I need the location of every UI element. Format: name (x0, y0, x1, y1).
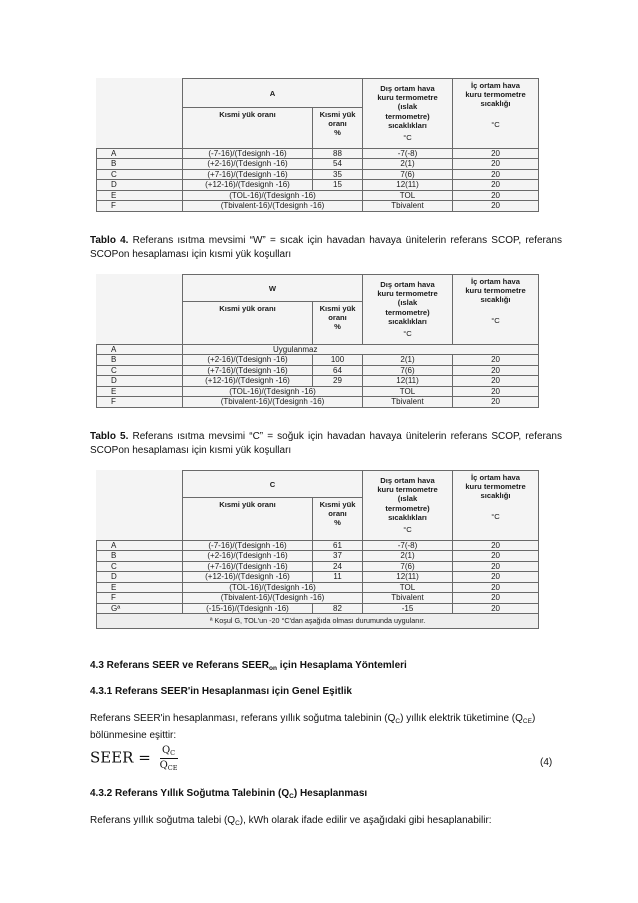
table-row: D (+12-16)/(Tdesignh -16) 29 12(11) 20 (97, 376, 539, 387)
table-row: B (+2-16)/(Tdesignh -16) 54 2(1) 20 (97, 159, 539, 170)
group-label: C (183, 471, 363, 498)
table-row: Gª (-15-16)/(Tdesignh -16) 82 -15 20 (97, 603, 539, 614)
table-row: F (Tbivalent-16)/(Tdesignh -16) Tbivalent 20 (97, 397, 539, 408)
paragraph-seer: Referans SEER'in hesaplanması, referans yıllık soğutma talebinin $(Q_C)$ yıllık elektrik tüketimine $(Q_{CE})$ bölünmesine eşittir: (90, 713, 536, 741)
table-row: E (TOL-16)/(Tdesignh -16) TOL 20 (97, 582, 539, 593)
group-label: W (183, 275, 363, 302)
col-header-ratio: Kısmi yük oranı (183, 498, 313, 541)
table-row: A Uygulanmaz (97, 344, 539, 355)
table-row: D (+12-16)/(Tdesignh -16) 11 12(11) 20 (97, 572, 539, 583)
table-row: E (TOL-16)/(Tdesignh -16) TOL 20 (97, 190, 539, 201)
table-row: F (Tbivalent-16)/(Tdesignh -16) Tbivalent 20 (97, 593, 539, 604)
table-row: C (+7-16)/(Tdesignh -16) 64 7(6) 20 (97, 365, 539, 376)
table-c (96, 470, 538, 629)
col-header-indoor: İç ortam hava kuru termometre sıcaklığı °C (453, 275, 539, 345)
col-header-pct: Kısmi yük oranı % (313, 108, 363, 149)
table-a (96, 78, 538, 212)
col-header-outdoor: Dış ortam hava kuru termometre (ıslak termometre) sıcaklıkları °C (363, 79, 453, 149)
col-header-outdoor: Dış ortam hava kuru termometre (ıslak termometre) sıcaklıkları °C (363, 275, 453, 345)
group-label: A (183, 79, 363, 108)
table-row: A (-7-16)/(Tdesignh -16) 61 -7(-8) 20 (97, 540, 539, 551)
col-header-ratio: Kısmi yük oranı (183, 302, 313, 345)
table-row: C (+7-16)/(Tdesignh -16) 24 7(6) 20 (97, 561, 539, 572)
table-row: D (+12-16)/(Tdesignh -16) 15 12(11) 20 (97, 180, 539, 191)
equation-seer: SEER = $\frac{Q_C}{Q_{CE}}$ (90, 745, 178, 772)
table-row: A (-7-16)/(Tdesignh -16) 88 -7(-8) 20 (97, 148, 539, 159)
section-heading-4-3-1: 4.3.1 Referans SEER'in Hesaplanması için Genel Eşitlik (90, 686, 352, 697)
col-header-pct: Kısmi yük oranı % (313, 302, 363, 345)
col-header-ratio: Kısmi yük oranı (183, 108, 313, 149)
section-heading-4-3: 4.3 Referans SEER ve Referans $SEER_{on}$ için Hesaplama Yöntemleri (90, 660, 407, 672)
table-row: B (+2-16)/(Tdesignh -16) 37 2(1) 20 (97, 551, 539, 562)
table-w (96, 274, 538, 408)
col-header-indoor: İç ortam hava kuru termometre sıcaklığı °C (453, 471, 539, 541)
section-heading-4-3-2: 4.3.2 Referans Yıllık Soğutma Talebinin $(Q_C)$ Hesaplanması (90, 788, 368, 800)
col-header-outdoor: Dış ortam hava kuru termometre (ıslak termometre) sıcaklıkları °C (363, 471, 453, 541)
caption-table-4: Tablo 4. Referans ısıtma mevsimi “W” = sıcak için havadan havaya ünitelerin referans SCOP, referans SCOPon hesaplaması için kısmi yük koşulları (90, 235, 562, 260)
table-row: B (+2-16)/(Tdesignh -16) 100 2(1) 20 (97, 355, 539, 366)
paragraph-cooling-demand: Referans yıllık soğutma talebi $(Q_C)$, kWh olarak ifade edilir ve aşağıdaki gibi hesaplanabilir: (90, 815, 492, 827)
table-row: C (+7-16)/(Tdesignh -16) 35 7(6) 20 (97, 169, 539, 180)
table-row: E (TOL-16)/(Tdesignh -16) TOL 20 (97, 386, 539, 397)
col-header-indoor: İç ortam hava kuru termometre sıcaklığı °C (453, 79, 539, 149)
table-footnote: ª Koşul G, TOL'un -20 °C'dan aşağıda olması durumunda uygulanır. (97, 614, 539, 629)
table-row: F (Tbivalent-16)/(Tdesignh -16) Tbivalent 20 (97, 201, 539, 212)
col-header-pct: Kısmi yük oranı % (313, 498, 363, 541)
caption-table-5: Tablo 5. Referans ısıtma mevsimi “C” = soğuk için havadan havaya ünitelerin referans SCOP, referans SCOPon hesaplaması için kısmi yük koşulları (90, 431, 562, 456)
equation-number: (4) (540, 757, 553, 768)
